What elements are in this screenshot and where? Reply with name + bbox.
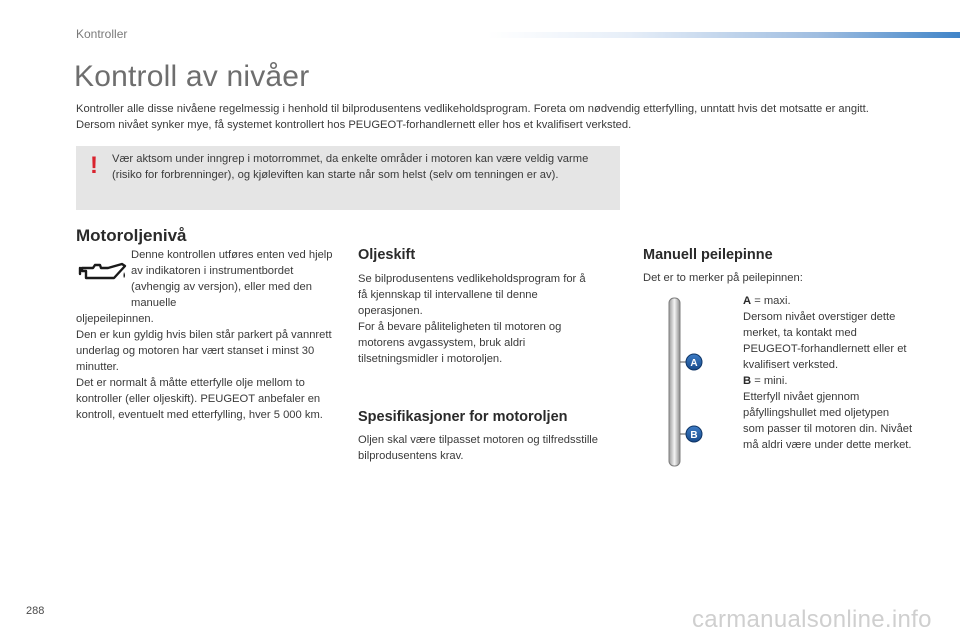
legend-a-description: Dersom nivået overstiger dette merket, ta kontakt med PEUGEOT-forhandlernett eller et kvalifisert verksted. (743, 311, 907, 371)
legend-a-key: A (743, 295, 752, 307)
watermark: carmanualsonline.info (692, 606, 932, 633)
page-title: Kontroll av nivåer (74, 60, 310, 93)
manuell-peilepinne-intro: Det er to merker på peilepinnen: (643, 272, 803, 284)
legend-a-value: = maxi. (751, 295, 791, 307)
marker-b (686, 426, 702, 442)
marker-a-label: A (690, 358, 698, 369)
warning-box (76, 146, 620, 210)
intro-text (76, 101, 912, 133)
motoroljeniva-paragraph-1: Denne kontrollen utføres enten ved hjelp av indikatoren i instrumentbordet (avhengig av versjon), eller med den manuelle (131, 249, 333, 309)
section-label: Kontroller (76, 27, 128, 41)
oljeskift-body (358, 271, 598, 367)
manuell-peilepinne-heading: Manuell peilepinne (643, 247, 773, 263)
motoroljeniva-body (76, 247, 334, 423)
dipstick-illustration (660, 296, 722, 468)
marker-a (686, 354, 702, 370)
exclamation-icon: ! (90, 152, 98, 179)
marker-b-label: B (690, 430, 698, 441)
motoroljeniva-paragraph-2: Den er kun gyldig hvis bilen står parkert på vannrett underlag og motoren har vært stanset i minst 30 minutter. (76, 329, 332, 373)
oljeskift-heading: Oljeskift (358, 247, 416, 263)
legend-b-description: Etterfyll nivået gjennom påfyllingshullet med oljetypen som passer til motoren din. Nivået må aldri være under dette merket. (743, 391, 913, 451)
warning-text: Vær aktsom under inngrep i motorrommet, da enkelte områder i motoren kan være veldig varme (risiko for forbrenninger), og kjøleviften kan starte når som helst (selv om tenningen er av). (112, 153, 589, 181)
header-gradient-bar (488, 32, 960, 38)
motoroljeniva-paragraph-1-rest: oljepeilepinnen. (76, 313, 154, 325)
motoroljeniva-paragraph-3: Det er normalt å måtte etterfylle olje mellom to kontroller (eller oljeskift). PEUGEOT anbefaler en kontroll, eventuelt med etterfylling, hver 5 000 km. (76, 377, 323, 421)
intro-paragraph-1: Kontroller alle disse nivåene regelmessig i henhold til bilprodusentens vedlikeholdsprogram. Foreta om nødvendig etterfylling, unntatt hvis det motsatte er angitt. (76, 103, 869, 115)
intro-paragraph-2: Dersom nivået synker mye, få systemet kontrollert hos PEUGEOT-forhandlernett eller hos et kvalifisert verksted. (76, 119, 632, 131)
motoroljeniva-heading: Motoroljenivå (76, 226, 187, 245)
spesifikasjoner-heading: Spesifikasjoner for motoroljen (358, 409, 568, 425)
dipstick-legend (743, 293, 913, 453)
legend-b-key: B (743, 375, 752, 387)
page-number: 288 (26, 605, 45, 617)
oljeskift-paragraph-1: Se bilprodusentens vedlikeholdsprogram for å få kjennskap til intervallene til denne operasjonen. (358, 273, 586, 317)
oljeskift-paragraph-2: For å bevare påliteligheten til motoren og motorens avgassystem, bruk aldri tilsetningsmidler i motoroljen. (358, 321, 562, 365)
legend-b-value: = mini. (751, 375, 788, 387)
spesifikasjoner-body: Oljen skal være tilpasset motoren og tilfredsstille bilprodusentens krav. (358, 434, 599, 462)
